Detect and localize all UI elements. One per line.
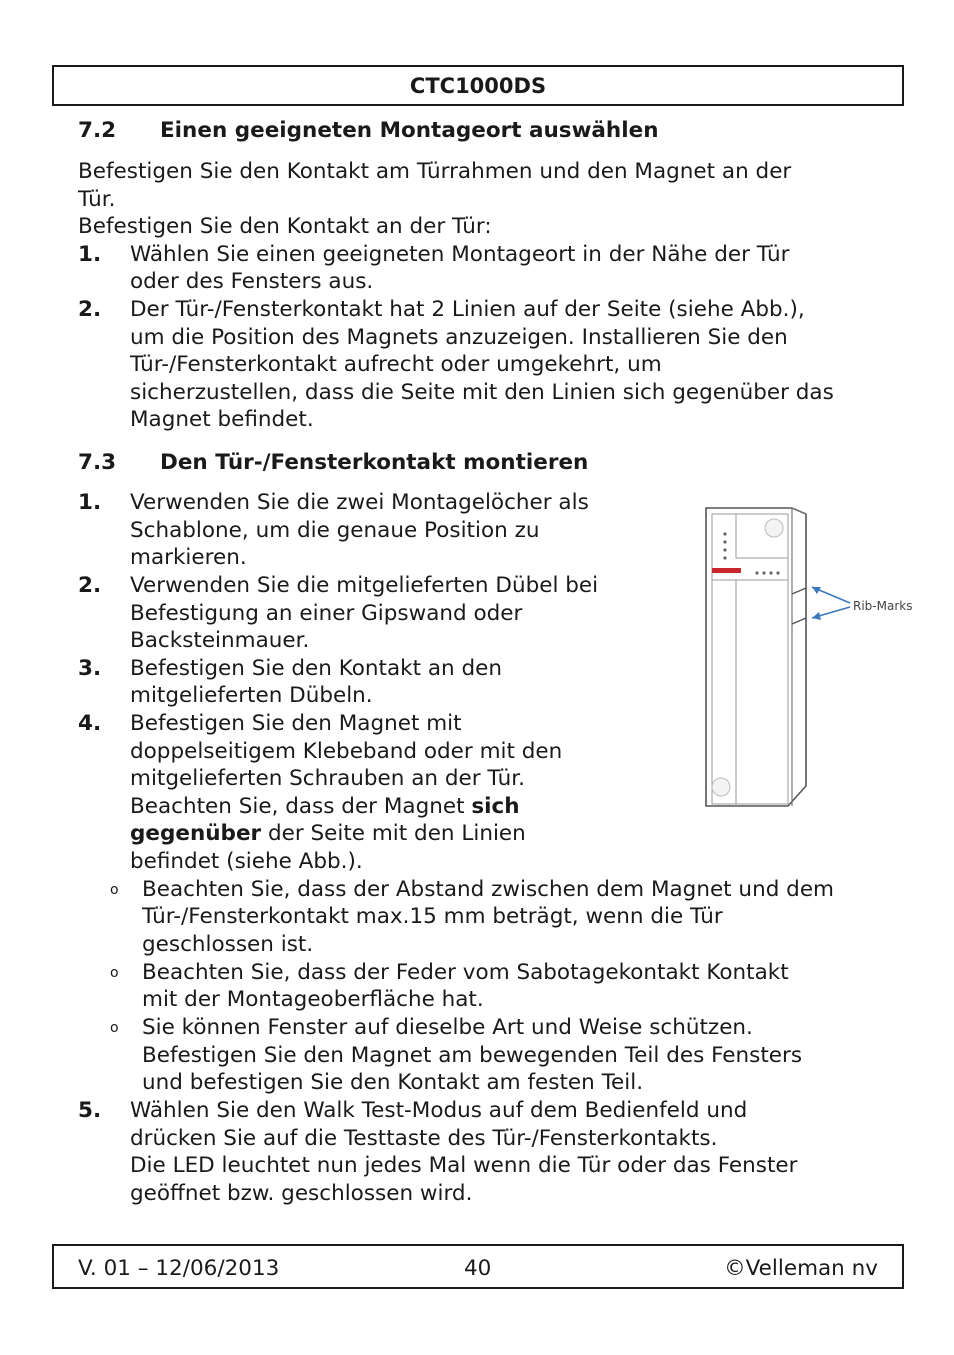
step-number: 4. (78, 711, 102, 736)
step-text: drücken Sie auf die Testtaste des Tür-/Fensterkontakts. (130, 1126, 718, 1151)
step-text: markieren. (130, 545, 247, 570)
step-text: doppelseitigem Klebeband oder mit den (130, 739, 563, 764)
step-number: 5. (78, 1098, 102, 1123)
bullet-text: Sie können Fenster auf dieselbe Art und Weise schützen. (142, 1015, 753, 1040)
section-number: 7.3 (78, 450, 117, 475)
step-text-mixed (130, 793, 520, 821)
step-text: Tür-/Fensterkontakt aufrecht oder umgekehrt, um (130, 352, 662, 377)
bullet-text: Beachten Sie, dass der Abstand zwischen dem Magnet und dem (142, 877, 834, 902)
step-number: 1. (78, 242, 102, 267)
intro-line: Befestigen Sie den Kontakt am Türrahmen und den Magnet an der (78, 159, 792, 184)
copyright-text: ©Velleman nv (724, 1256, 878, 1281)
step-number: 3. (78, 656, 102, 681)
step-text: mitgelieferten Schrauben an der Tür. (130, 766, 525, 791)
contact-illustration (700, 500, 930, 815)
step-text: geöffnet bzw. geschlossen wird. (130, 1181, 473, 1206)
page-number: 40 (464, 1256, 492, 1281)
step-text: um die Position des Magnets anzuzeigen. Installieren Sie den (130, 325, 788, 350)
step-text: der Seite mit den Linien (261, 821, 526, 846)
step-text-mixed (130, 820, 526, 848)
arrow-icon (812, 587, 850, 603)
bullet-text: Befestigen Sie den Magnet am bewegenden Teil des Fensters (142, 1043, 803, 1068)
bullet-text: Beachten Sie, dass der Feder vom Sabotagekontakt Kontakt (142, 960, 789, 985)
step-text: Magnet befindet. (130, 407, 314, 432)
step-text: befindet (siehe Abb.). (130, 849, 363, 874)
bullet-text: Tür-/Fensterkontakt max.15 mm beträgt, wenn die Tür (142, 904, 723, 929)
section-title: Den Tür-/Fensterkontakt montieren (160, 450, 589, 475)
step-text: Wählen Sie einen geeigneten Montageort in der Nähe der Tür (130, 242, 790, 267)
bullet-symbol: o (110, 965, 119, 981)
emphasis-text: gegenüber (130, 821, 262, 846)
section-number: 7.2 (78, 118, 117, 143)
bullet-symbol: o (110, 882, 119, 898)
step-text: Befestigen Sie den Magnet mit (130, 711, 462, 736)
step-text: oder des Fensters aus. (130, 269, 374, 294)
section-title: Einen geeigneten Montageort auswählen (160, 118, 659, 143)
step-text: Befestigung an einer Gipswand oder (130, 601, 523, 626)
bullet-text: geschlossen ist. (142, 932, 314, 957)
bullet-text: mit der Montageoberfläche hat. (142, 987, 484, 1012)
step-text: Wählen Sie den Walk Test-Modus auf dem Bedienfeld und (130, 1098, 748, 1123)
step-text: mitgelieferten Dübeln. (130, 683, 373, 708)
step-text: sicherzustellen, dass die Seite mit den Linien sich gegenüber das (130, 380, 834, 405)
step-text: Beachten Sie, dass der Magnet (130, 794, 472, 819)
intro-line: Tür. (78, 187, 116, 212)
bullet-symbol: o (110, 1020, 119, 1036)
document-title: CTC1000DS (409, 74, 547, 98)
step-text: Die LED leuchtet nun jedes Mal wenn die Tür oder das Fenster (130, 1153, 798, 1178)
step-number: 2. (78, 297, 102, 322)
document-footer (52, 1244, 904, 1289)
step-text: Befestigen Sie den Kontakt an den (130, 656, 502, 681)
step-text: Der Tür-/Fensterkontakt hat 2 Linien auf der Seite (siehe Abb.), (130, 297, 805, 322)
bullet-text: und befestigen Sie den Kontakt am festen Teil. (142, 1070, 644, 1095)
step-text: Verwenden Sie die mitgelieferten Dübel bei (130, 573, 599, 598)
red-indicator-bar (712, 568, 741, 573)
step-text: Backsteinmauer. (130, 628, 310, 653)
step-number: 1. (78, 490, 102, 515)
step-text: Verwenden Sie die zwei Montagelöcher als (130, 490, 589, 515)
figure-label: Rib-Marks (853, 599, 913, 613)
step-text: Schablone, um die genaue Position zu (130, 518, 540, 543)
intro-line: Befestigen Sie den Kontakt an der Tür: (78, 214, 492, 239)
step-number: 2. (78, 573, 102, 598)
arrow-icon (812, 607, 850, 620)
emphasis-text: sich (471, 794, 520, 819)
document-header (52, 65, 904, 106)
version-text: V. 01 – 12/06/2013 (78, 1256, 280, 1281)
